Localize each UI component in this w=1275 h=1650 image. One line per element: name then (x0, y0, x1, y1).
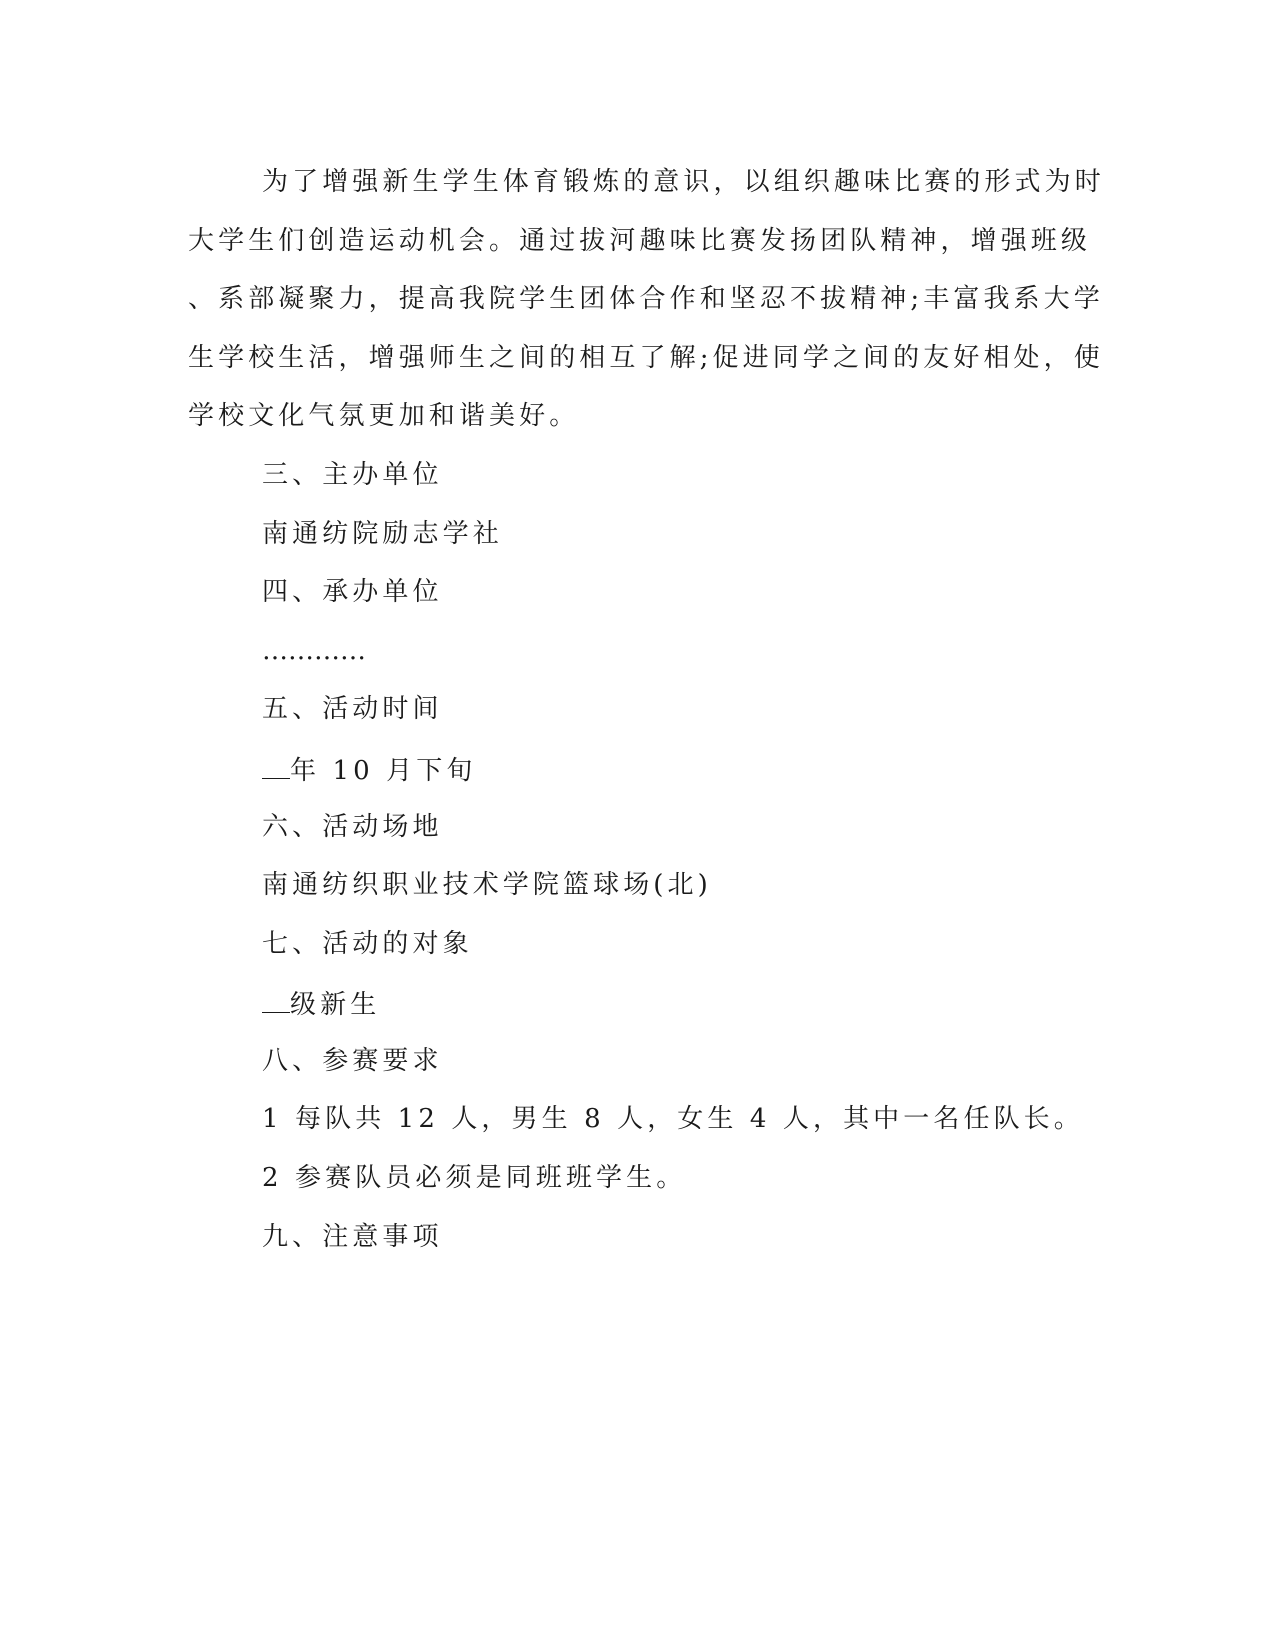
section-heading-participants: 七、活动的对象 (262, 929, 473, 959)
section-heading-requirements: 八、参赛要求 (262, 1046, 443, 1076)
event-time (262, 750, 1162, 789)
section-heading-time: 五、活动时间 (262, 694, 443, 724)
paragraph-line: 为了增强新生学生体育锻炼的意识，以组织趣味比赛的形式为时 (262, 167, 1105, 197)
paragraph-line: 学校文化气氛更加和谐美好。 (188, 401, 580, 431)
blank-underline (262, 750, 290, 779)
event-venue: 南通纺织职业技术学院篮球场(北) (262, 870, 712, 900)
paragraph-line: 生学校生活，增强师生之间的相互了解;促进同学之间的友好相处，使 (188, 343, 1104, 373)
section-heading-venue: 六、活动场地 (262, 812, 443, 842)
paragraph-line: 大学生们创造运动机会。通过拔河趣味比赛发扬团队精神，增强班级 (188, 226, 1092, 256)
co-organizer-name: ………… (262, 636, 366, 666)
requirement-item: 2 参赛队员必须是同班班学生。 (262, 1163, 687, 1193)
event-participants (262, 984, 1162, 1023)
section-heading-co-organizer: 四、承办单位 (262, 577, 443, 607)
blank-underline (262, 984, 290, 1013)
event-time-text: 年 10 月下旬 (290, 756, 477, 786)
section-heading-notes: 九、注意事项 (262, 1222, 443, 1252)
section-heading-organizer: 三、主办单位 (262, 460, 443, 490)
paragraph-line: 、系部凝聚力，提高我院学生团体合作和坚忍不拔精神;丰富我系大学 (188, 284, 1104, 314)
requirement-item: 1 每队共 12 人，男生 8 人，女生 4 人，其中一名任队长。 (262, 1104, 1084, 1134)
event-participants-text: 级新生 (290, 990, 381, 1020)
organizer-name: 南通纺院励志学社 (262, 519, 503, 549)
